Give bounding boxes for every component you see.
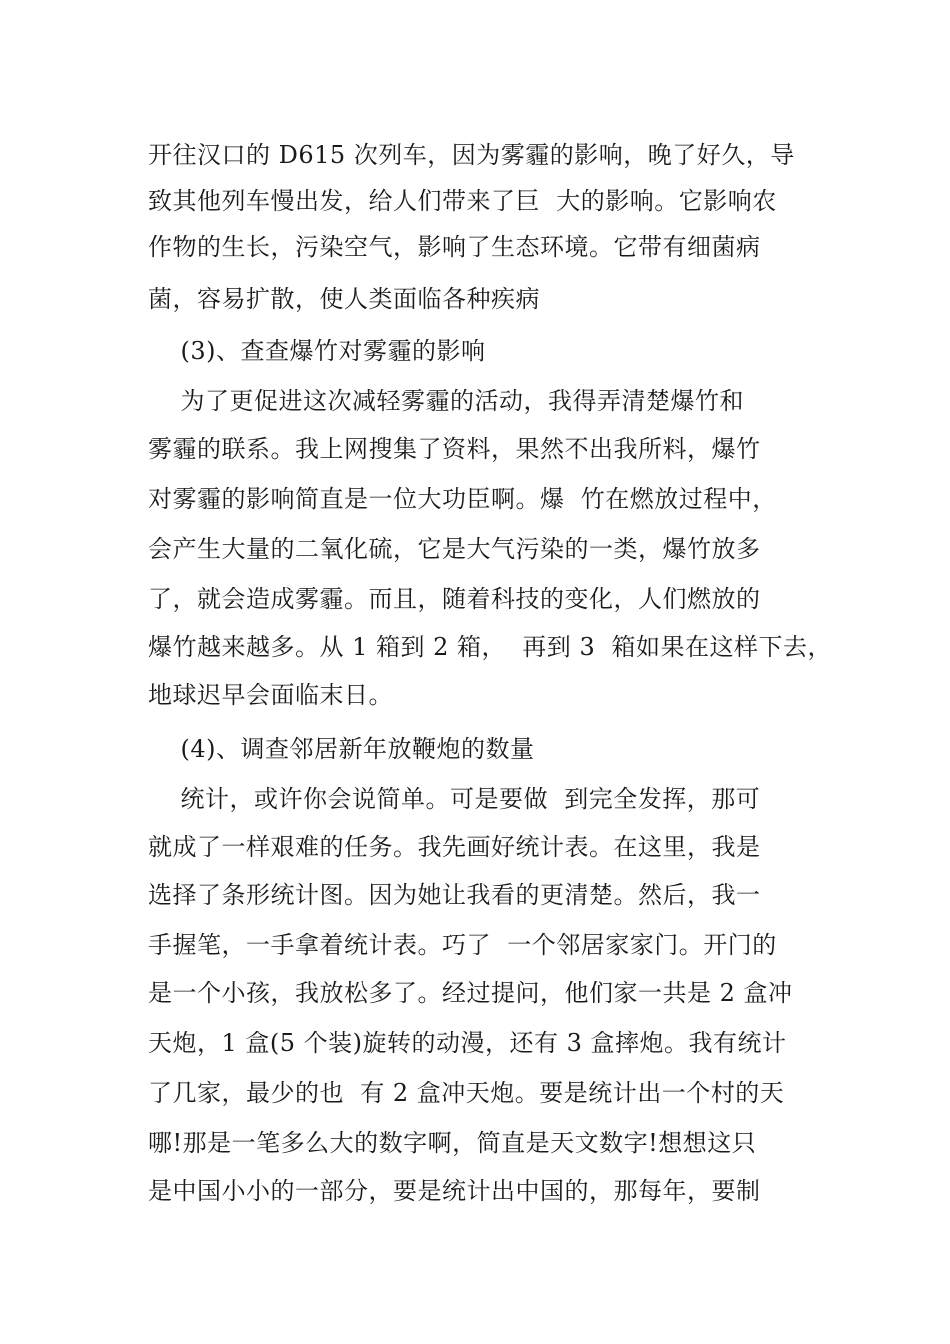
text-line: 开往汉口的 D615 次列车，因为雾霾的影响，晚了好久，导 xyxy=(148,141,795,169)
text-line: 会产生大量的二氧化硫，它是大气污染的一类，爆竹放多 xyxy=(148,535,761,563)
text-line: 了几家，最少的也 有 2 盒冲天炮。要是统计出一个村的天 xyxy=(148,1079,785,1107)
text-line: 爆竹越来越多。从 1 箱到 2 箱， 再到 3 箱如果在这样下去， xyxy=(148,633,832,661)
section-heading-4: (4)、调查邻居新年放鞭炮的数量 xyxy=(148,735,535,763)
text-line: 作物的生长，污染空气，影响了生态环境。它带有细菌病 xyxy=(148,233,761,261)
text-line: 哪!那是一笔多么大的数字啊，简直是天文数字!想想这只 xyxy=(148,1129,757,1157)
text-line: 是中国小小的一部分，要是统计出中国的，那每年，要制 xyxy=(148,1177,761,1205)
text-line: 手握笔，一手拿着统计表。巧了 一个邻居家家门。开门的 xyxy=(148,931,777,959)
text-line: 为了更促进这次减轻雾霾的活动，我得弄清楚爆竹和 xyxy=(148,387,745,415)
text-line: 统计，或许你会说简单。可是要做 到完全发挥，那可 xyxy=(148,785,761,813)
text-line: 选择了条形统计图。因为她让我看的更清楚。然后，我一 xyxy=(148,881,761,909)
text-line: 对雾霾的影响简直是一位大功臣啊。爆 竹在燃放过程中， xyxy=(148,485,777,513)
text-line: 地球迟早会面临末日。 xyxy=(148,681,393,709)
text-line: 是一个小孩，我放松多了。经过提问，他们家一共是 2 盒冲 xyxy=(148,979,793,1007)
text-line: 天炮，1 盒(5 个装)旋转的动漫，还有 3 盒摔炮。我有统计 xyxy=(148,1029,787,1057)
text-line: 菌，容易扩散，使人类面临各种疾病 xyxy=(148,285,540,313)
section-heading-3: (3)、查查爆竹对雾霾的影响 xyxy=(148,337,486,365)
text-line: 了，就会造成雾霾。而且，随着科技的变化，人们燃放的 xyxy=(148,585,761,613)
text-line: 雾霾的联系。我上网搜集了资料，果然不出我所料，爆竹 xyxy=(148,435,761,463)
text-line: 就成了一样艰难的任务。我先画好统计表。在这里，我是 xyxy=(148,833,761,861)
text-line: 致其他列车慢出发，给人们带来了巨 大的影响。它影响农 xyxy=(148,187,777,215)
